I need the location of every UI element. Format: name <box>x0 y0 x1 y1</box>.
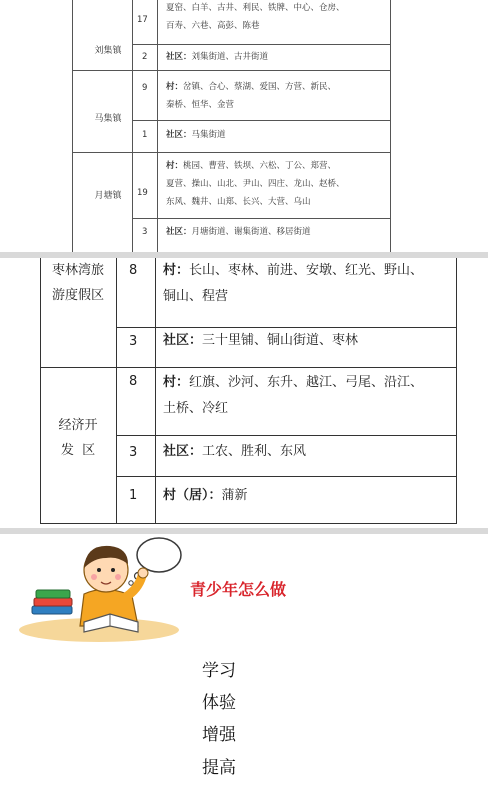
middle-table-section <box>0 258 488 528</box>
village-list <box>163 258 423 310</box>
area-name <box>40 258 116 308</box>
village-line <box>166 78 336 96</box>
row-prefix: 社区： <box>166 130 192 140</box>
area-name-line: 枣林湾旅 <box>51 263 104 278</box>
table-border <box>456 258 457 524</box>
area-name-line: 经济开 <box>58 418 98 433</box>
resident-list <box>163 483 248 509</box>
cheek <box>115 574 121 580</box>
table-border <box>116 258 117 524</box>
raised-arm <box>124 576 142 598</box>
village-line: 土桥、冷红 <box>163 401 229 416</box>
village-text: 长山、枣林、前进、安墩、红光、野山、 <box>189 263 424 278</box>
community-list <box>163 439 306 465</box>
community-list <box>163 328 358 354</box>
count-cell: 8 <box>129 263 138 278</box>
table-border <box>132 44 391 45</box>
count-cell: 2 <box>142 52 148 62</box>
book <box>34 598 72 606</box>
community-line: 刘集街道、古井街道 <box>191 52 269 62</box>
row-prefix: 村： <box>163 263 190 278</box>
count-cell: 9 <box>142 83 148 93</box>
table-border <box>132 0 133 252</box>
cheek <box>91 574 97 580</box>
village-list <box>166 78 336 114</box>
count-cell: 19 <box>137 188 148 198</box>
community-line: 工农、胜利、东风 <box>202 444 307 459</box>
table-border <box>40 367 457 368</box>
village-line <box>166 157 345 175</box>
village-line <box>163 370 423 396</box>
eye <box>97 568 101 572</box>
top-table-section <box>0 0 488 252</box>
town-name: 刘集镇 <box>94 46 122 56</box>
community-list <box>166 126 226 144</box>
village-line <box>163 258 423 284</box>
village-text: 红旗、沙河、东升、越江、弓尾、沿江、 <box>189 375 424 390</box>
action-item: 增强 <box>202 725 236 745</box>
book <box>32 606 72 614</box>
row-prefix: 社区： <box>166 52 192 62</box>
area-name-line: 游度假区 <box>51 288 104 303</box>
village-line: 秦桥、恒华、金营 <box>166 100 235 110</box>
action-item: 学习 <box>202 661 236 681</box>
community-list <box>166 223 311 241</box>
action-item: 提高 <box>202 758 236 778</box>
area-name <box>40 413 116 463</box>
table-border <box>40 523 457 524</box>
action-item: 体验 <box>202 693 236 713</box>
count-cell: 3 <box>142 227 148 237</box>
row-prefix: 村： <box>163 375 190 390</box>
village-line: 东风、魏井、山郑、长兴、大营、乌山 <box>166 197 311 207</box>
village-line: 夏营、操山、山北、尹山、四庄、龙山、赵桥、 <box>166 179 345 189</box>
count-cell: 1 <box>129 488 138 503</box>
table-border <box>155 258 156 524</box>
area-name-line: 发 区 <box>60 443 96 458</box>
row-prefix: 村： <box>166 82 184 92</box>
count-cell: 3 <box>129 334 138 349</box>
speech-bubble <box>137 538 181 572</box>
section-heading: 青少年怎么做 <box>190 580 287 599</box>
table-border <box>72 152 391 153</box>
table-border <box>157 0 158 252</box>
row-prefix: 社区： <box>163 333 203 348</box>
table-border <box>390 0 391 252</box>
resident-line: 蒲新 <box>221 488 248 503</box>
table-border <box>116 476 457 477</box>
village-text: 岔镇、合心、蔡湖、爱国、方营、新民、 <box>183 82 337 92</box>
village-text: 桃园、曹营、铁坝、六松、丁公、郑营、 <box>183 161 337 171</box>
town-name: 马集镇 <box>94 114 122 124</box>
row-prefix: 社区： <box>166 227 192 237</box>
community-line: 马集街道 <box>191 130 226 140</box>
table-border <box>72 0 73 252</box>
community-list <box>166 48 268 66</box>
village-line: 铜山、程营 <box>163 289 229 304</box>
row-prefix: 村（居）： <box>163 488 222 503</box>
hand <box>138 568 148 578</box>
count-cell: 8 <box>129 374 138 389</box>
table-border <box>132 120 391 121</box>
row-prefix: 村： <box>166 161 184 171</box>
count-cell: 17 <box>137 15 148 25</box>
table-border <box>72 70 391 71</box>
village-list <box>166 157 345 211</box>
book <box>36 590 70 598</box>
student-reading-illustration <box>14 534 184 646</box>
table-border <box>116 435 457 436</box>
count-cell: 3 <box>129 445 138 460</box>
community-line: 三十里铺、铜山街道、枣林 <box>202 333 359 348</box>
town-name: 月塘镇 <box>94 191 122 201</box>
speech-bubble-dot <box>129 581 133 585</box>
community-line: 月塘街道、谢集街道、移居街道 <box>191 227 311 237</box>
eye <box>111 568 115 572</box>
village-list <box>166 0 345 35</box>
count-cell: 1 <box>142 130 148 140</box>
village-line: 夏窑、白羊、古井、利民、铁牌、中心、仓房、 <box>166 3 345 13</box>
village-list <box>163 370 423 422</box>
row-prefix: 社区： <box>163 444 203 459</box>
table-border <box>132 218 391 219</box>
village-line: 百寿、六巷、高彭、陈巷 <box>166 21 260 31</box>
